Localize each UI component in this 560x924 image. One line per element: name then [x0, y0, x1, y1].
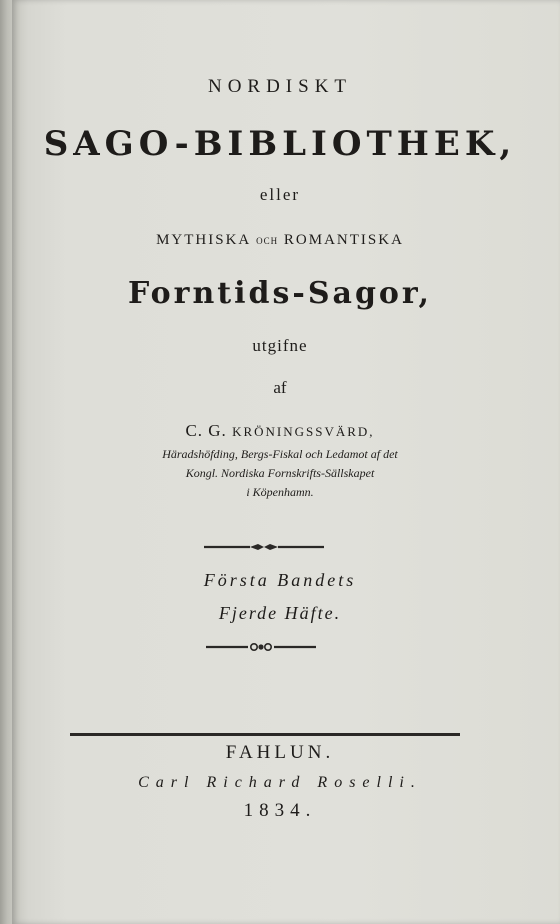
author-title-line-1: Häradshöfding, Bergs-Fiskal och Ledamot af det — [162, 447, 398, 461]
subtitle-line-forntids-sagor: Forntids-Sagor, — [127, 276, 432, 311]
title-line-sago-bibliothek: SAGO-BIBLIOTHEK, — [43, 124, 517, 164]
subtitle-word-romantiska: ROMANTISKA — [283, 232, 404, 248]
author-title-line-2: Kongl. Nordiska Fornskrifts-Sällskapet — [185, 466, 375, 480]
imprint-rule — [70, 733, 460, 736]
imprint-city: FAHLUN. — [225, 742, 335, 763]
subtitle-line-mythiska — [0, 232, 560, 249]
title-line-nordiskt: NORDISKT — [207, 76, 353, 97]
volume-label: Första Bandets — [203, 570, 357, 590]
imprint-publisher: Carl Richard Roselli. — [138, 774, 422, 791]
line-af: af — [273, 378, 287, 397]
title-line-eller: eller — [259, 185, 301, 204]
author-surname: KRÖNINGSSVÄRD, — [232, 424, 375, 439]
ornament-divider-icon — [204, 541, 324, 553]
part-label: Fjerde Häfte. — [218, 603, 342, 623]
author-name — [0, 421, 560, 441]
subtitle-word-och: OCH — [256, 236, 279, 246]
author-title-line-3: i Köpenhamn. — [246, 485, 314, 499]
ornament-divider-icon — [206, 640, 316, 654]
author-initials: C. G. — [185, 421, 227, 440]
imprint-year: 1834. — [243, 800, 317, 821]
subtitle-word-mythiska: MYTHISKA — [156, 232, 251, 248]
line-utgifne: utgifne — [252, 336, 308, 355]
